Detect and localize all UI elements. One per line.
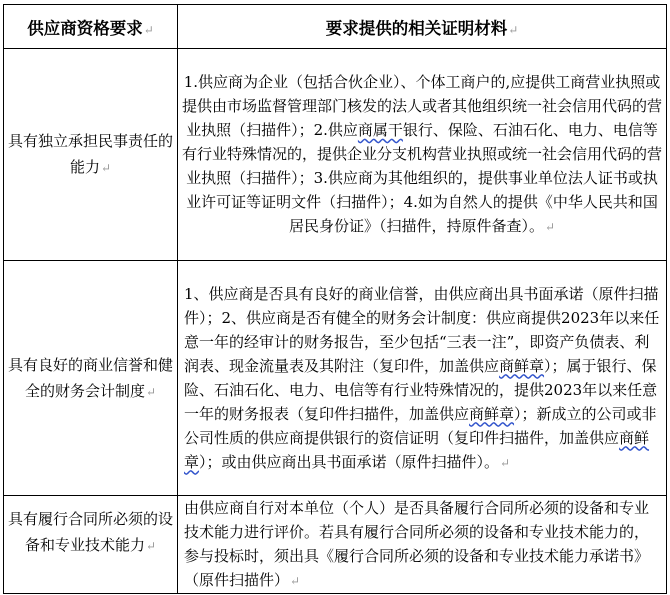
paragraph-mark-icon: ↵ xyxy=(500,455,511,470)
table-row xyxy=(4,261,667,496)
paragraph-mark-icon: ↵ xyxy=(544,220,556,234)
requirement-cell: 具有独立承担民事责任的能力↵ xyxy=(4,49,178,261)
materials-cell: 1.供应商为企业（包括合伙企业）、个体工商户的,应提供工商营业执照或提供由市场监督管理部门核发的法人或者其他组织统一社会信用代码的营业执照（扫描件）；2.供应商属干银行、保险、石油石化、电力、电信等有行业特殊情况的，提供企业分支机构营业执照或统一社会信用代码的营业执照（扫描件）；3.供应商为其他组织的，提供事业单位法人证书或执业许可证等证明文件（扫描件）；4.如为自然人的提供《中华人民共和国居民身份证》（扫描件，持原件备查）。↵ xyxy=(178,49,667,261)
table-row xyxy=(4,49,667,261)
table-row xyxy=(4,496,667,594)
qualification-table xyxy=(3,4,667,594)
grammar-underline: 商鲜章 xyxy=(469,404,515,423)
paragraph-mark-icon: ↵ xyxy=(145,384,157,399)
paragraph-mark-icon: ↵ xyxy=(290,574,301,588)
materials-cell: 由供应商自行对本单位（个人）是否具备履行合同所必须的设备和专业技术能力进行评价。若具有履行合同所必须的设备和专业技术能力的，参与投标时，须出具《履行合同所必须的设备和专业技术能力承诺书》（原件扫描件）↵ xyxy=(178,496,667,594)
paragraph-mark-icon: ↵ xyxy=(145,539,157,553)
requirement-cell: 具有履行合同所必须的设备和专业技术能力↵ xyxy=(4,496,178,594)
materials-cell: 1、供应商是否具有良好的商业信誉，由供应商出具书面承诺（原件扫描件）；2、供应商是否有健全的财务会计制度：供应商提供2023年以来任意一年的经审计的财务报告，至少包括“三表一注”，即资产负债表、利润表、现金流量表及其附注（复印件，加盖供应商鲜章）；属于银行、保险、石油石化、电力、电信等有行业特殊情况的，提供2023年以来任意一年的财务报表（复印件扫描件，加盖供应商鲜章）；新成立的公司或非公司性质的供应商提供银行的资信证明（复印件扫描件，加盖供应商鲜章）；或由供应商出具书面承诺（原件扫描件）。↵ xyxy=(178,261,667,496)
paragraph-mark-icon: ↵ xyxy=(100,161,112,175)
paragraph-mark-icon: ↵ xyxy=(508,22,519,37)
header-qualification: 供应商资格要求↵ xyxy=(4,5,178,49)
grammar-underline: 商鲜章 xyxy=(184,428,650,471)
grammar-underline: 商属干 xyxy=(357,121,403,139)
requirement-cell: 具有良好的商业信誉和健全的财务会计制度↵ xyxy=(4,261,178,496)
paragraph-mark-icon: ↵ xyxy=(143,22,154,37)
header-materials: 要求提供的相关证明材料↵ xyxy=(178,5,667,49)
table-header-row xyxy=(4,5,667,49)
grammar-underline: 商鲜章 xyxy=(499,356,545,375)
